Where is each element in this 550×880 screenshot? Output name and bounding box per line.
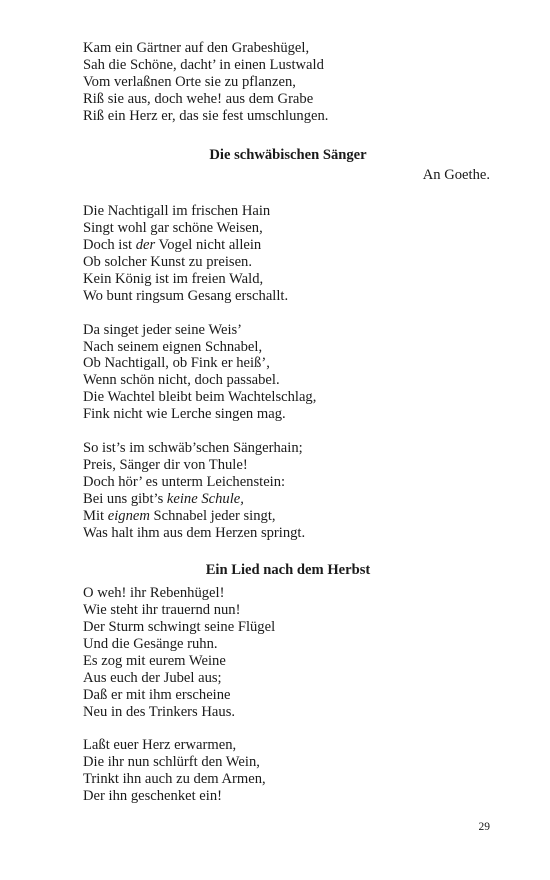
verse-text: Doch hör’ es unterm Leichenstein: <box>83 473 286 490</box>
verse-text: O weh! ihr Rebenhügel! <box>83 585 225 602</box>
verse-line <box>83 372 493 389</box>
verse-text: Ob Nachtigall, ob Fink er heiß’, <box>83 355 270 372</box>
verse-line <box>83 339 493 356</box>
verse-line <box>83 771 493 788</box>
verse-line <box>83 57 493 74</box>
poem-title-lied-nach-dem-herbst: Ein Lied nach dem Herbst <box>205 562 371 579</box>
poem2-stanza-2 <box>83 737 493 805</box>
verse-text: Da singet jeder seine Weis’ <box>83 321 243 338</box>
verse-line <box>83 704 493 721</box>
verse-emphasis: eignem <box>107 507 150 524</box>
verse-text: Ob solcher Kunst zu preisen. <box>83 254 253 271</box>
verse-line <box>83 525 493 542</box>
verse-text: Sah die Schöne, dacht’ in einen Lustwald <box>83 56 324 73</box>
verse-text: Wenn schön nicht, doch passabel. <box>83 372 280 389</box>
poem-title-schwaebische-saenger: Die schwäbischen Sänger <box>209 146 367 163</box>
verse-line <box>83 457 493 474</box>
verse-text: Der Sturm schwingt seine Flügel <box>83 619 276 636</box>
verse-text: Nach seinem eignen Schnabel, <box>83 338 263 355</box>
verse-line <box>83 271 493 288</box>
verse-line <box>83 91 493 108</box>
stanza-opening <box>83 40 493 125</box>
verse-line <box>83 389 493 406</box>
page-number: 29 <box>478 821 490 833</box>
verse-text: So ist’s im schwäb’schen Sängerhain; <box>83 440 303 456</box>
verse-text: Fink nicht wie Lerche singen mag. <box>83 406 286 423</box>
verse-line <box>83 585 493 602</box>
verse-line <box>83 322 493 339</box>
poem1-stanza-1 <box>83 203 493 304</box>
verse-text: Riß sie aus, doch wehe! aus dem Grabe <box>83 90 314 107</box>
verse-line <box>83 203 493 220</box>
verse-text: Es zog mit eurem Weine <box>83 652 226 669</box>
verse-line <box>83 619 493 636</box>
verse-text: Daß er mit ihm erscheine <box>83 686 231 703</box>
verse-text: Der ihn geschenket ein! <box>83 788 222 805</box>
verse-line <box>83 355 493 372</box>
verse-text: Preis, Sänger dir von Thule! <box>83 456 248 473</box>
verse-text: Trinkt ihn auch zu dem Armen, <box>83 771 266 788</box>
verse-text: Bei uns gibt’s <box>83 490 167 507</box>
verse-text: Und die Gesänge ruhn. <box>83 636 218 653</box>
verse-line <box>83 40 493 57</box>
verse-line <box>83 670 493 687</box>
verse-line <box>83 636 493 653</box>
poem1-stanza-3 <box>83 440 493 541</box>
verse-text: Die Nachtigall im frischen Hain <box>83 203 271 220</box>
text-column <box>83 40 493 805</box>
verse-line <box>83 406 493 423</box>
verse-text: Neu in des Trinkers Haus. <box>83 703 236 720</box>
verse-text: Doch ist <box>83 237 136 254</box>
poem-dedication: An Goethe. <box>422 167 490 184</box>
verse-text: Kein König ist im freien Wald, <box>83 270 264 287</box>
verse-line <box>83 737 493 754</box>
verse-line <box>83 108 493 125</box>
verse-line <box>83 602 493 619</box>
verse-line <box>83 74 493 91</box>
verse-text: Singt wohl gar schöne Weisen, <box>83 220 263 237</box>
verse-line <box>83 254 493 271</box>
verse-text: Wo bunt ringsum Gesang erschallt. <box>83 287 289 304</box>
verse-text: Laßt euer Herz erwarmen, <box>83 737 237 754</box>
verse-line <box>83 653 493 670</box>
verse-line <box>83 237 493 254</box>
verse-text: Vom verlaßnen Orte sie zu pflanzen, <box>83 73 296 90</box>
verse-line <box>83 474 493 491</box>
verse-text: Aus euch der Jubel aus; <box>83 669 222 686</box>
verse-line <box>83 754 493 771</box>
verse-line <box>83 220 493 237</box>
verse-text: Die Wachtel bleibt beim Wachtelschlag, <box>83 389 317 406</box>
verse-text: Vogel nicht allein <box>155 237 262 254</box>
verse-text: Die ihr nun schlürft den Wein, <box>83 754 260 771</box>
verse-emphasis: keine Schule, <box>166 490 244 507</box>
poem2-stanza-1 <box>83 585 493 720</box>
verse-line <box>83 440 493 457</box>
verse-line <box>83 508 493 525</box>
verse-emphasis: der <box>135 237 156 254</box>
verse-text: Mit <box>83 507 108 524</box>
verse-text: Riß ein Herz er, das sie fest umschlungen. <box>83 107 329 124</box>
poem1-stanza-2 <box>83 322 493 423</box>
verse-line <box>83 788 493 805</box>
verse-line <box>83 687 493 704</box>
verse-text: Wie steht ihr trauernd nun! <box>83 602 241 619</box>
verse-line <box>83 288 493 305</box>
verse-text: Kam ein Gärtner auf den Grabeshügel, <box>83 40 310 56</box>
verse-line <box>83 491 493 508</box>
verse-text: Was halt ihm aus dem Herzen springt. <box>83 524 306 541</box>
verse-text: Schnabel jeder singt, <box>149 507 276 524</box>
